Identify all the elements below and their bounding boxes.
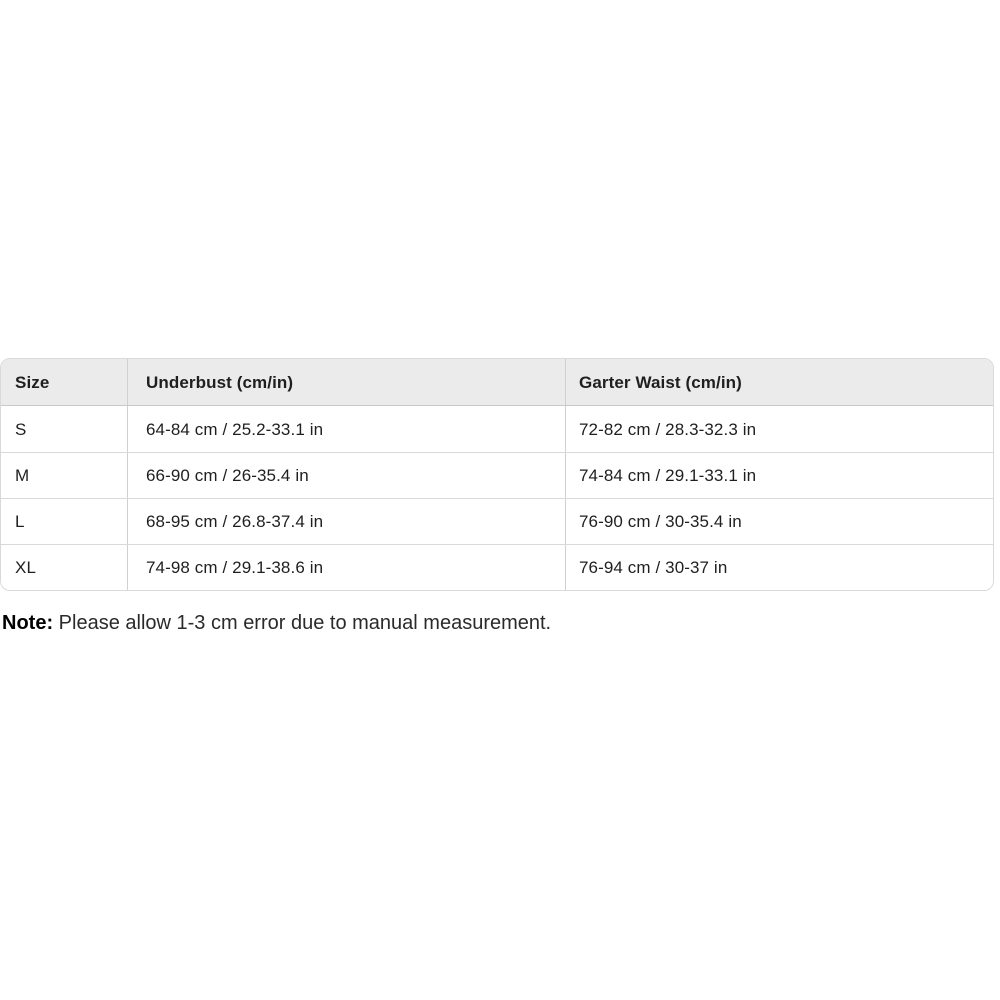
table-row-l bbox=[1, 498, 993, 544]
underbust-value: 66-90 cm / 26-35.4 in bbox=[128, 453, 566, 498]
size-chart-table bbox=[0, 358, 994, 591]
underbust-value: 68-95 cm / 26.8-37.4 in bbox=[128, 499, 566, 544]
table-row-m bbox=[1, 452, 993, 498]
note-label: Note: bbox=[2, 612, 54, 634]
size-value: S bbox=[1, 406, 128, 452]
underbust-value: 74-98 cm / 29.1-38.6 in bbox=[128, 545, 566, 590]
table-row-xl bbox=[1, 544, 993, 590]
note-text: Please allow 1-3 cm error due to manual measurement. bbox=[53, 612, 552, 634]
column-header-underbust: Underbust (cm/in) bbox=[128, 359, 566, 405]
table-row-s bbox=[1, 406, 993, 452]
size-value: XL bbox=[1, 545, 128, 590]
column-header-garter-waist: Garter Waist (cm/in) bbox=[579, 372, 742, 392]
table-header-row bbox=[1, 359, 993, 406]
column-header-size: Size bbox=[1, 359, 128, 405]
underbust-value: 64-84 cm / 25.2-33.1 in bbox=[128, 406, 566, 452]
size-value: M bbox=[1, 453, 128, 498]
garter-waist-value: 74-84 cm / 29.1-33.1 in bbox=[579, 466, 757, 485]
size-value: L bbox=[1, 499, 128, 544]
garter-waist-value: 76-94 cm / 30-37 in bbox=[579, 558, 728, 577]
measurement-note bbox=[2, 610, 551, 636]
garter-waist-value: 72-82 cm / 28.3-32.3 in bbox=[579, 419, 757, 439]
garter-waist-value: 76-90 cm / 30-35.4 in bbox=[579, 512, 742, 531]
